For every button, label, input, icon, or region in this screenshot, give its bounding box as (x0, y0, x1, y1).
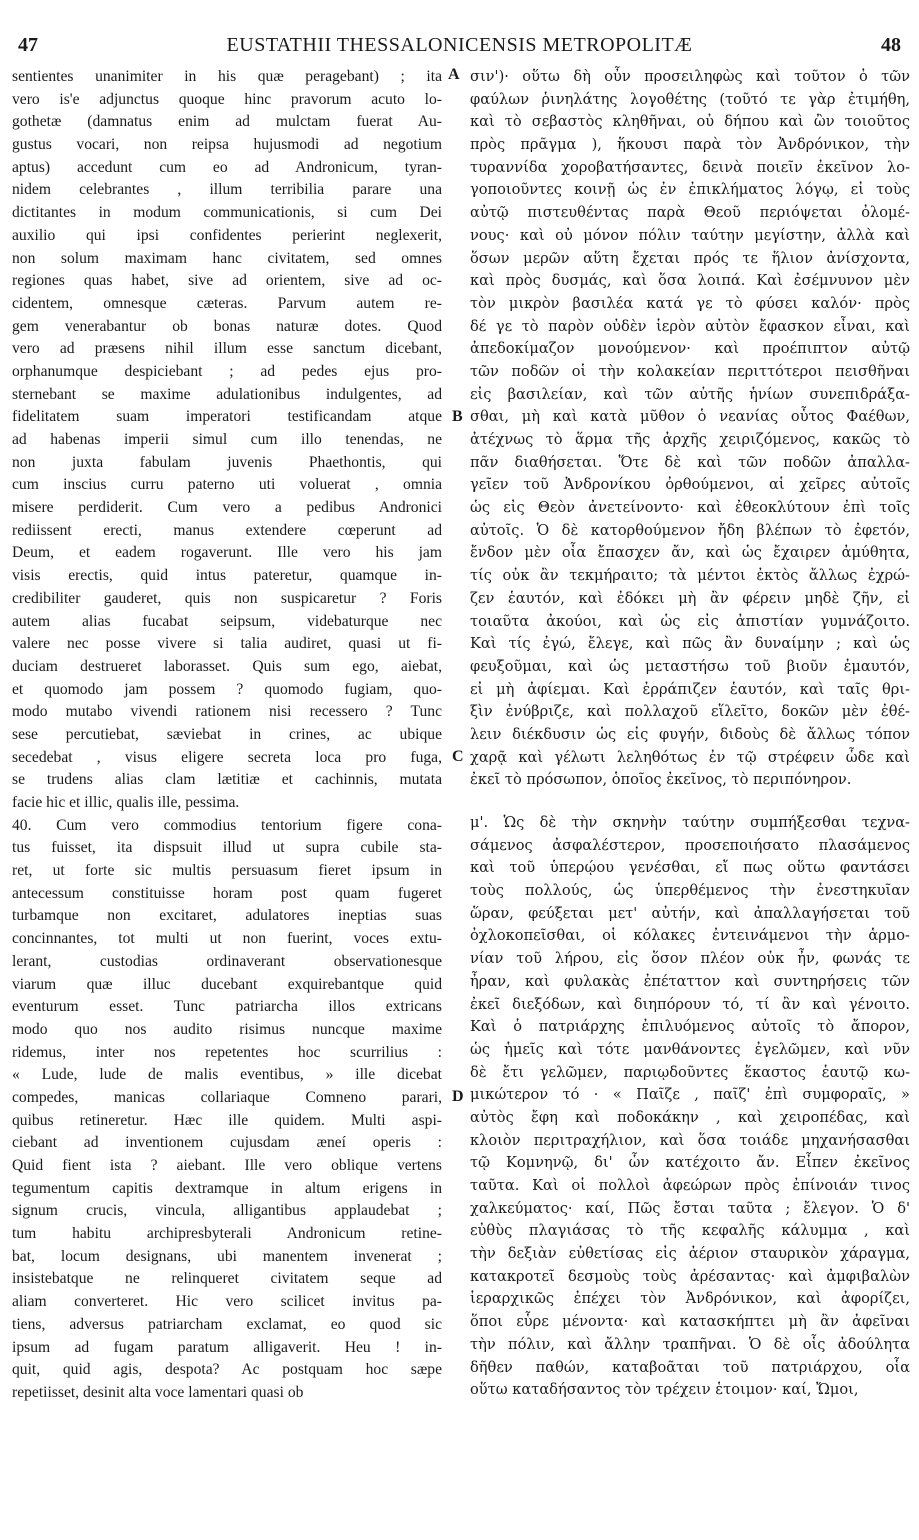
running-title: EUSTATHII THESSALONICENSIS METROPOLITÆ (226, 34, 693, 56)
text-line: Quid fient ista ? aiebant. Ille vero oblique vertens (12, 1157, 442, 1174)
margin-letter-d: D (452, 1088, 464, 1105)
text-line: bat, locum designans, ubi manentem invenerat ; (12, 1247, 442, 1265)
text-line: ὥραν, φεύξεται μετ' αὐτήν, καὶ ἀπαλλαγήσεται τοῦ (470, 904, 910, 922)
text-line: regiones quas habet, sive ad orientem, sive ad oc- (12, 272, 442, 290)
greek-paragraph-b (470, 812, 910, 1402)
latin-column (12, 66, 442, 1405)
text-line: νίαν τοῦ λήρου, εἰς ὅσον πλέον οὐκ ἦν, φωνάς τε (470, 950, 910, 968)
text-line: concinnantes, tot multi ut non fuerint, voces extu- (12, 930, 442, 948)
text-line: viarum quæ illuc ducebant exquirebantque quid (12, 975, 442, 993)
text-line: ἔνδον μὲν οἷα ἔπασχεν ἄν, καὶ ὡς ἔχαιρεν ἀμύθητα, (470, 544, 910, 562)
text-line: ξὶν ἐνύβριζε, καὶ πολλαχοῦ εἵλεῖτο, δοκῶν μὲν ἐθέ- (470, 703, 910, 721)
text-line: ἀπεδοκίμαζον μονούμενον· καὶ προέπιπτον αὐτῷ (470, 340, 910, 358)
text-line: ret, ut forte sic multis persuasum fieret ipsum in (12, 862, 442, 880)
text-line: vero is'e adjunctus quoque hinc pravorum acuto lo- (12, 90, 442, 108)
text-line: vero ad præsens nihil illum esse sanctum dicebant, (12, 340, 442, 358)
text-line: tegumentum capitis dextramque in altum erigens in (12, 1179, 442, 1197)
text-line: εἰ μὴ ἀφίεμαι. Καὶ ἐρράπιζεν ἑαυτόν, καὶ ταῖς θρι- (470, 680, 910, 698)
text-line: νους· καὶ οὐ μόνον πόλιν ταύτην μεγίστην, ἀλλὰ καὶ (470, 226, 910, 244)
text-line: τῶν ποδῶν οἱ τὴν κολακείαν περιττότεροι πεισθῆναι (470, 362, 910, 380)
text-line: aptus) accedunt cum eo ad Andronicum, tyran- (12, 158, 442, 176)
text-line: ὡς εἰς Θεὸν ἀνετείνοντο· καὶ ἐθεοκλύτουν ἐπὶ τοῖς (470, 499, 910, 517)
text-line: modo quo nos audito risimus nuncque maxime (12, 1020, 442, 1038)
text-line: sese percutiebat, sæviebat in crines, ac ubique (12, 725, 442, 743)
text-line: μ'. Ὡς δὲ τὴν σκηνὴν ταύτην συμπήξεσθαι τεχνα- (470, 814, 910, 831)
text-line: fidelitatem suam imperatori testificandam atque (12, 408, 442, 426)
text-line: πᾶν διαθήσεται. Ὅτε δὲ καὶ τῶν ποδῶν ἀπαλλα- (470, 453, 910, 471)
text-line: rediissent erecti, manus extendere cœperunt ad (12, 521, 442, 539)
page-header (0, 0, 919, 60)
page-number-left: 47 (18, 34, 38, 56)
text-line: non juxta fabulam juvenis Phaethontis, qui (12, 453, 442, 471)
text-line: ciebant ad inventionem cujusdam æneí operis : (12, 1134, 442, 1152)
text-line: eventurum esset. Tunc patriarcha illos extricans (12, 998, 442, 1016)
page-number-right: 48 (881, 34, 901, 56)
text-line: facie hic et illic, qualis ille, pessima. (12, 794, 240, 811)
text-line: αὐτὸς ἔφη καὶ ποδοκάκην , καὶ χειροπέδας, καὶ (470, 1108, 910, 1126)
text-line: γοποιοῦντες κοινῇ ὡς ἐν ἐπικλήματος λόγῳ, εἰ τοὺς (470, 181, 910, 199)
text-line: auxilio qui ipsi confidentes perierint neglexerit, (12, 226, 442, 244)
text-line: ἱεραρχικῶς ἐπέχει τὸν Ἀνδρόνικον, καὶ ἀφορίζει, (470, 1290, 910, 1308)
text-line: τοιαῦτα ἀκούοι, καὶ ὡς εἰς ἀπιστίαν γυμνάζοιτο. (470, 612, 910, 630)
text-line: gustus vocari, non reipsa hujusmodi ad negotium (12, 136, 442, 154)
text-line: τῷ Κομνηνῷ, δι' ὧν κατέχοιτο ἄν. Εἶπεν ἐκεῖνος (470, 1154, 910, 1172)
text-line: orphanumque despiciebant ; ad pedes ejus pro- (12, 362, 442, 380)
text-line: τυραννίδα χοροβατήσαντες, δεινὰ ποιεῖν ἐκεῖνον λο- (470, 158, 910, 176)
text-line: ἐκεῖ διεξόδων, καὶ διηπόρουν τό, τί ἂν καὶ γένοιτο. (470, 995, 910, 1013)
text-line: cidentem, omnesque cæteras. Parvum autem re- (12, 294, 442, 312)
text-line: τὴν δεξιὰν εὐθετίσας εἰς ἀέριον σταυρικὸν χάραγμα, (470, 1245, 910, 1263)
text-line: insistebatque ne relinqueret civitatem seque ad (12, 1270, 442, 1288)
text-line: dictitantes in modum communicationis, si cum Dei (12, 204, 442, 222)
text-line: repetiisset, desinit alta voce lamentari quasi ob (12, 1383, 304, 1401)
text-line: visis erectis, quid intus pateretur, quamque in- (12, 567, 442, 585)
text-line: καὶ τὸ σεβαστὸς κληθῆναι, οὐ δήπου καὶ ὢν τοιοῦτος (470, 113, 910, 131)
text-line: τὴν πόλιν, καὶ ἄλλην τραπῆναι. Ὁ δὲ οἷς ἀδούλητα (470, 1335, 910, 1353)
text-line: καὶ πρὸς δυσμάς, καὶ ὅσα λοιπά. Καὶ ἐσέμνυνον μὲν (470, 272, 910, 290)
paragraph-gap (470, 792, 910, 812)
text-line: quit, quid agis, despota? Ac postquam hoc sæpe (12, 1361, 442, 1379)
text-line: duciam destrueret laborasset. Quis sum ego, aiebat, (12, 657, 442, 675)
text-line: ταῦτα. Καὶ οἱ πολλοὶ ἀφεώρων πρὸς ἐπίνοιάν τινος (470, 1177, 910, 1194)
text-line: non solum maximam hanc civitatem, sed omnes (12, 249, 442, 267)
text-line: λειν διέκδυσιν ὡς εἰς φυγήν, διδοὺς δὲ ἄλλως τόπον (470, 725, 910, 743)
text-line: ἀτέχνως τὸ ἅρμα τῆς ἀρχῆς χειριζόμενος, κακῶς τὸ (470, 431, 910, 448)
text-line: σάμενος ἀσφαλέστερον, προσεποιήσατο πλασάμενος (470, 836, 910, 854)
text-line: ipsum ad fugam paratum alligaverit. Heu ! in- (12, 1338, 442, 1356)
text-line: antecessum constituisse horam post quam fugeret (12, 884, 442, 902)
text-line: tus fuisset, ita dispsuit illud ut supra cubile sta- (12, 839, 442, 857)
text-line: δὲ ἔτι γελῶμεν, παριῳδοῦντες ἕκαστος ἑαυτῷ κω- (470, 1063, 910, 1081)
text-line: μικώτερον τό · « Παῖζε , παῖζ' ἐπὶ συμφοραῖς, » (470, 1086, 910, 1104)
greek-column (470, 66, 910, 1402)
text-line: secedebat , visus eligere secreta loca pro fuga, (12, 748, 442, 766)
text-line: σιν')· οὕτω δὴ οὖν προσειληφὼς καὶ τοῦτον ὁ τῶν (470, 68, 910, 85)
text-line: εὐθὺς πλαγιάσας τὸ τῆς κεφαλῆς κάλυμμα , καὶ (470, 1222, 910, 1240)
text-line: καὶ τοῦ ὑπερῴου γενέσθαι, εἴ πως οὕτω φαντάσει (470, 859, 910, 877)
text-line: φαύλων ῥινηλάτης λογοθέτης (τοῦτό τε γὰρ ἐτιμήθη, (470, 90, 910, 108)
text-line: gem venerabantur ob bonas naturæ dotes. Quod (12, 317, 442, 335)
text-line: aliam converteret. Hic vero scilicet invitus pa- (12, 1293, 442, 1311)
margin-letter-a: A (448, 66, 460, 83)
margin-letter-b: B (452, 408, 463, 425)
text-line: τοὺς πολλούς, ὡς ὑπερθέμενος τὴν ἐνεστηκυῖαν (470, 882, 910, 900)
text-line: ἦραν, καὶ φυλακὰς ἐπέταττον καὶ συντηρήσεις τῶν (470, 972, 910, 990)
text-line: credibiliter gauderet, quis non suspicaretur ? Foris (12, 589, 442, 607)
text-line: ἐκεῖ τὸ πρόσωπον, ὁποῖος ἐκεῖνος, τὸ περιπόνηρον. (470, 771, 852, 789)
text-line: « Lude, lude de malis eventibus, » ille dicebat (12, 1066, 442, 1084)
text-line: lerant, custodias ordinaverant observationesque (12, 952, 442, 970)
text-line: κλοιὸν περιτραχήλιον, καὶ ὅσα τοιάδε μηχανήσασθαι (470, 1131, 910, 1149)
text-line: δέ γε τὸ παρὸν οὐδὲν ἱερὸν αὐτὸν ἔφασκον εἶναι, καὶ (470, 317, 910, 335)
text-line: τίς οὐκ ἂν τεκμήραιτο; τὰ μέντοι ἐκτὸς ἄλλως ἐχρώ- (470, 567, 910, 585)
text-line: αὐτοῖς. Ὁ δὲ κατορθούμενον ἤδη βλέπων τὸ ἐφετόν, (470, 521, 910, 539)
text-line: εἰς βασιλείαν, καὶ τῶν αὐτῆς ἡνίων συνεπιδράξα- (470, 385, 910, 403)
text-line: quibus retineretur. Hæc ille quidem. Multi aspi- (12, 1111, 442, 1129)
text-line: κατακροτεῖ δεσμοὺς τοὺς ἀρέσαντας· καὶ ἀμφιβαλὼν (470, 1267, 910, 1285)
text-line: Καὶ τίς ἐγώ, ἔλεγε, καὶ πῶς ἂν δυναίμην ; καὶ ὡς (470, 635, 910, 653)
text-line: οὕτω καταδήσαντος τὸν τρέχειν ἑτοιμον· καί, Ὤμοι, (470, 1381, 859, 1399)
text-line: se trudens alias clam lætitiæ et cachinnis, mutata (12, 771, 442, 789)
text-line: τὸν μικρὸν βασιλέα κατά γε τὸ φύσει καλόν· πρὸς (470, 294, 910, 312)
text-line: ὀχλοκοπεῖσθαι, οἱ κόλακες ἐντεινάμενοι τὴν ἁρμο- (470, 927, 910, 945)
text-line: ὅποι εὗρε μένοντα· καὶ κατασκήπτει μὴ ἂν ἀφεῖναι (470, 1313, 910, 1331)
text-line: misere perdiderit. Cum vero a pedibus Andronici (12, 499, 442, 517)
text-line: sternebant se maxime adulationibus indulgentes, ad (12, 385, 442, 403)
text-line: modo mutabo vivendi rationem nisi recessero ? Tunc (12, 703, 442, 721)
text-line: autem alias fucabat seipsum, videbaturque nec (12, 612, 442, 630)
text-line: turbamque non excitaret, adulatores ineptias suas (12, 907, 442, 925)
text-line: δῆθεν παθών, καταβοᾶται τοῦ πατριάρχου, οἷα (470, 1358, 910, 1376)
greek-paragraph-a (470, 66, 910, 792)
margin-letter-c: C (452, 748, 464, 765)
text-line: αὐτῷ πιστευθέντας παρὰ Θεοῦ περιόψεται ὀλομέ- (470, 204, 910, 222)
text-line: gothetæ (damnatus enim ad mulctam fuerat Au- (12, 113, 442, 131)
text-line: χαλκεύματος· καί, Πῶς ἔσται ταῦτα ; ἔλεγον. Ὁ δ' (470, 1199, 910, 1217)
text-line: Καὶ ὁ πατριάρχης ἐπιλυόμενος αὐτοῖς τὸ ἄπορον, (470, 1018, 910, 1036)
text-line: Deum, et eadem rogaverunt. Ille vero his jam (12, 544, 442, 562)
text-line: 40. Cum vero commodius tentorium figere cona- (12, 816, 442, 834)
text-line: compedes, manicas collariaque Comneno parari, (12, 1088, 442, 1106)
text-line: ὡς ἡμεῖς καὶ τότε μανθάνοντες ἐγελῶμεν, καὶ νῦν (470, 1040, 910, 1058)
text-line: ad habenas imperii simul cum illo tenendas, ne (12, 431, 442, 448)
text-line: φευξοῦμαι, καὶ ὡς μεταστήσω τοῦ βιοῦν ἐμαυτόν, (470, 657, 910, 675)
text-line: tum habitu archipresbyterali Andronicum retine- (12, 1225, 442, 1243)
text-line: ὅσων μερῶν αὕτη ἔχεται πρός τε ἥλιον ἀνίσχοντα, (470, 249, 910, 267)
text-line: γεῖεν τοῦ Ἀνδρονίκου ὀρθούμενοι, αἱ χεῖρες αὐτοῖς (470, 476, 910, 494)
text-line: σθαι, μὴ καὶ κατὰ μῦθον ὁ νεανίας οὗτος Φαέθων, (470, 408, 910, 426)
text-line: ridemus, inter nos repetentes hoc scurrilius : (12, 1043, 442, 1061)
text-line: et quomodo jam possem ? quomodo fugiam, quo- (12, 680, 442, 698)
text-line: nidem celebrantes , illum terribilia parare una (12, 181, 442, 199)
text-line: valere nec posse vivere si talia audiret, quasi ut fi- (12, 635, 442, 653)
text-line: sentientes unanimiter in his quæ peragebant) ; ita (12, 68, 442, 85)
text-line: πρὸς πρᾶγμα ), ἥκουσι παρὰ τὸν Ἀνδρόνικον, τὴν (470, 136, 910, 154)
text-line: ζεν ἑαυτόν, καὶ ἐδόκει μὴ ἂν φέρειν μηδὲ ζῆν, εἰ (470, 589, 910, 607)
text-line: cum inscius curru paterno uti voluerat , omnia (12, 476, 442, 494)
text-line: tiens, adversus patriarcham exclamat, eo quod sic (12, 1315, 442, 1333)
text-line: χαρᾷ καὶ γέλωτι λεληθότως ἐν τῷ στρέφειν ὧδε καὶ (470, 748, 910, 766)
text-line: signum crucis, vincula, alligantibus applaudebat ; (12, 1202, 442, 1220)
